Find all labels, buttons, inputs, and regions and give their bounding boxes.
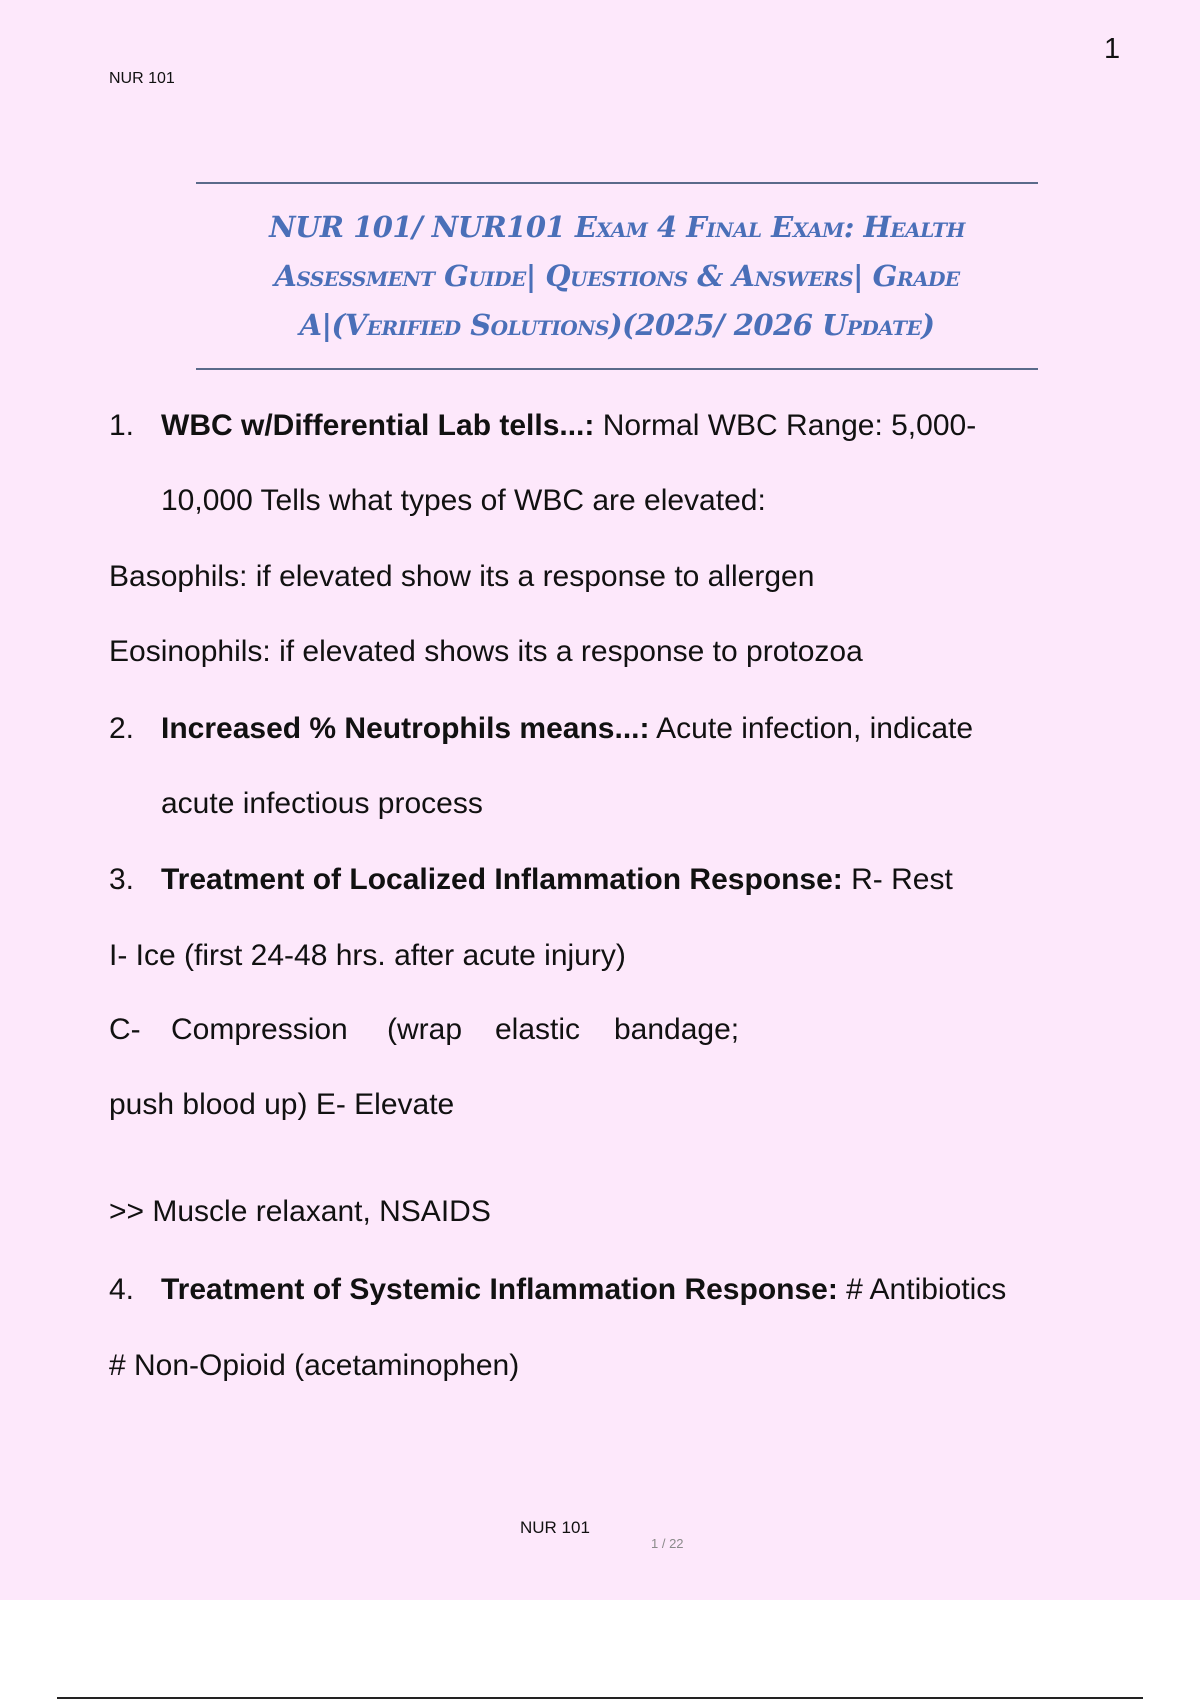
- compression-word-3: (wrap: [387, 1013, 463, 1046]
- item-2-line-1: [161, 712, 973, 746]
- ice-note: I- Ice (first 24-48 hrs. after acute injury): [109, 939, 626, 972]
- item-2-answer: Acute infection, indicate: [649, 712, 974, 745]
- footer-page-indicator: 1 / 22: [651, 1536, 684, 1551]
- compression-word-5: bandage;: [614, 1013, 740, 1046]
- footer-course-label: NUR 101: [520, 1518, 590, 1537]
- basophils-note: Basophils: if elevated show its a response to allergen: [109, 560, 815, 593]
- page-number: 1: [1104, 33, 1121, 65]
- compression-note: [109, 1013, 739, 1047]
- header-course-label: NUR 101: [109, 70, 175, 87]
- item-1-answer-continued: 10,000 Tells what types of WBC are elevated:: [161, 484, 766, 517]
- title-rule-top: [196, 182, 1038, 184]
- document-title: [180, 203, 1054, 350]
- compression-word-4: elastic: [495, 1013, 581, 1046]
- next-page-top-rule: [57, 1697, 1143, 1699]
- compression-word-1: C-: [109, 1013, 141, 1046]
- eosinophils-note: Eosinophils: if elevated shows its a response to protozoa: [109, 635, 863, 668]
- item-number-2: 2.: [109, 712, 135, 745]
- title-rule-bottom: [196, 368, 1038, 370]
- item-3-question: Treatment of Localized Inflammation Response:: [161, 863, 843, 896]
- item-4-line-1: [161, 1273, 1006, 1307]
- muscle-relaxant-note: >> Muscle relaxant, NSAIDS: [109, 1195, 491, 1228]
- non-opioid-note: # Non-Opioid (acetaminophen): [109, 1349, 520, 1382]
- item-number-3: 3.: [109, 863, 135, 896]
- item-4-question: Treatment of Systemic Inflammation Response:: [161, 1273, 838, 1306]
- item-1-answer: Normal WBC Range: 5,000-: [594, 409, 977, 442]
- compression-word-2: Compression: [171, 1013, 348, 1046]
- item-number-1: 1.: [109, 409, 135, 442]
- title-line-1: NUR 101/ NUR101 Exam 4 Final Exam: Health: [269, 210, 965, 244]
- item-3-line-1: [161, 863, 953, 897]
- title-line-2: Assessment Guide| Questions & Answers| Grade: [274, 259, 960, 293]
- elevate-note: push blood up) E- Elevate: [109, 1088, 455, 1121]
- title-line-3: A|(Verified Solutions)(2025/ 2026 Update): [299, 308, 935, 342]
- item-4-answer: # Antibiotics: [837, 1273, 1007, 1306]
- item-2-answer-continued: acute infectious process: [161, 787, 483, 820]
- item-1-question: WBC w/Differential Lab tells...:: [161, 409, 595, 442]
- item-3-answer: R- Rest: [842, 863, 953, 896]
- item-number-4: 4.: [109, 1273, 135, 1306]
- item-2-question: Increased % Neutrophils means...:: [161, 712, 650, 745]
- item-1-line-1: [161, 409, 976, 443]
